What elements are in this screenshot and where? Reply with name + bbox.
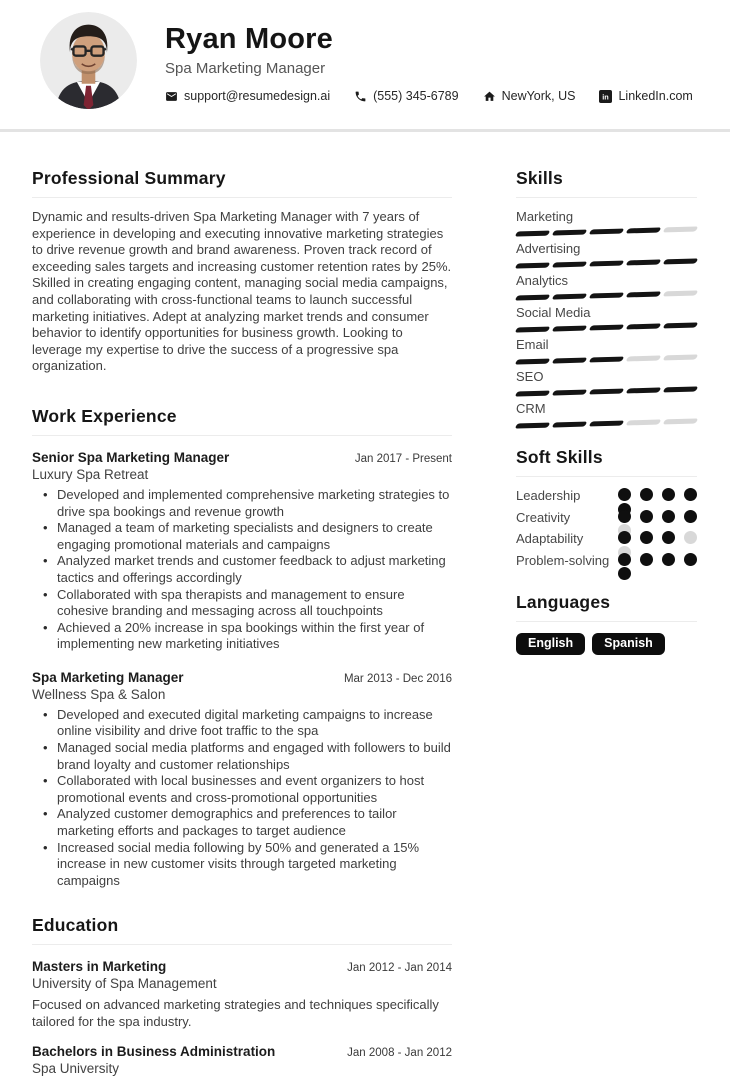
job-bullet: • Achieved a 20% increase in spa bookings within the first year of implementing new marketing initiatives <box>32 620 452 653</box>
rating-dot-filled <box>618 531 631 544</box>
education-description: Focused on advanced marketing strategies and techniques specifically tailored for the spa industry. <box>32 997 439 1029</box>
soft-skill-label: Adaptability <box>516 531 584 547</box>
section-professional-summary <box>32 168 452 375</box>
soft-skill-item <box>516 531 697 553</box>
bar-segment-filled <box>552 230 588 236</box>
education-entry <box>32 1043 452 1077</box>
job-entry-head <box>32 669 452 686</box>
contact-row <box>165 89 693 103</box>
bar-segment-empty <box>662 354 698 360</box>
bar-segment-filled <box>589 292 625 298</box>
rating-dot-filled <box>684 510 697 523</box>
skill-level-bar <box>516 386 697 396</box>
skill-label: Email <box>516 337 549 352</box>
job-dates: Jan 2017 - Present <box>354 452 452 465</box>
bar-segment-filled <box>552 294 588 300</box>
experience-heading: Work Experience <box>32 406 452 436</box>
language-pill-list <box>516 633 697 655</box>
job-entry <box>32 449 452 653</box>
education-dates: Jan 2008 - Jan 2012 <box>347 1046 452 1059</box>
skill-level-bar <box>516 258 697 268</box>
bar-segment-filled <box>626 259 662 265</box>
skill-item <box>516 305 697 330</box>
bar-segment-empty <box>662 226 698 232</box>
skill-label: CRM <box>516 401 546 416</box>
section-education <box>32 915 452 1076</box>
bar-segment-filled <box>515 231 551 237</box>
contact-location <box>483 89 576 103</box>
bar-segment-filled <box>515 295 551 301</box>
rating-dot-filled <box>684 553 697 566</box>
rating-dot-filled <box>662 488 675 501</box>
phone-icon <box>354 90 367 103</box>
job-bullet: • Analyzed market trends and customer feedback to adjust marketing tactics and offerings accordingly <box>32 553 452 586</box>
languages-heading: Languages <box>516 592 697 622</box>
job-bullet: • Analyzed customer demographics and preferences to tailor marketing efforts and packages to target audience <box>32 806 452 839</box>
bar-segment-filled <box>552 358 588 364</box>
soft-skill-label: Leadership <box>516 488 581 503</box>
rating-dot-filled <box>618 553 631 566</box>
skill-item <box>516 209 697 234</box>
bar-segment-filled <box>589 356 625 362</box>
skill-level-bar <box>516 322 697 332</box>
school-name: University of Spa Management <box>32 976 217 992</box>
degree-title: Masters in Marketing <box>32 959 167 975</box>
bar-segment-filled <box>552 262 588 268</box>
section-skills <box>516 168 697 426</box>
job-entry-head <box>32 449 452 466</box>
soft-skill-item <box>516 488 697 510</box>
bar-segment-filled <box>515 423 551 429</box>
bar-segment-filled <box>515 359 551 365</box>
section-soft-skills <box>516 447 697 574</box>
job-bullet: • Managed a team of marketing specialists and designers to create engaging promotional materials and campaigns <box>32 520 452 553</box>
education-heading: Education <box>32 915 452 945</box>
soft-skills-list <box>516 488 697 574</box>
rating-dot-filled <box>662 510 675 523</box>
job-company: Luxury Spa Retreat <box>32 466 149 482</box>
soft-skill-item <box>516 510 697 532</box>
contact-phone <box>354 89 458 103</box>
section-work-experience <box>32 406 452 889</box>
summary-text: Dynamic and results-driven Spa Marketing Manager with 7 years of experience in developing and executing innovative marketing strategies to drive revenue growth and brand awareness. Proven track record of exceeding sales targets and increasing customer retention rates by 25%. Skilled in creating engaging content, managing social media campaigns, and collaborating with cross-functional teams to launch successful marketing initiatives. Adept at analyzing market trends and consumer behavior to identify opportunities for business growth. Looking to leverage my expertise to drive the success of a progressive spa organization. <box>32 209 452 374</box>
rating-dot-filled <box>640 531 653 544</box>
soft-skill-item <box>516 553 697 575</box>
skill-item <box>516 369 697 394</box>
bar-segment-filled <box>589 228 625 234</box>
bar-segment-filled <box>662 322 698 328</box>
job-bullet: • Collaborated with local businesses and event organizers to host promotional events and cross-promotional opportunities <box>32 773 452 806</box>
skill-item <box>516 241 697 266</box>
candidate-name: Ryan Moore <box>165 23 333 55</box>
education-dates: Jan 2012 - Jan 2014 <box>347 962 452 975</box>
bar-segment-empty <box>626 355 662 361</box>
rating-dot-filled <box>640 510 653 523</box>
bar-segment-filled <box>626 291 662 297</box>
education-entry-head <box>32 958 452 975</box>
skill-level-bar <box>516 354 697 364</box>
skill-item <box>516 401 697 426</box>
skill-level-bar <box>516 226 697 236</box>
rating-dot-filled <box>640 488 653 501</box>
rating-dot-filled <box>618 488 631 501</box>
bar-segment-filled <box>589 324 625 330</box>
sidebar-column <box>516 168 697 1077</box>
contact-email-text: support@resumedesign.ai <box>184 89 331 103</box>
content-columns <box>0 132 730 1077</box>
bar-segment-empty <box>626 419 662 425</box>
skill-label: Social Media <box>516 305 591 320</box>
job-title: Spa Marketing Manager <box>32 669 184 685</box>
skills-heading: Skills <box>516 168 697 198</box>
summary-heading: Professional Summary <box>32 168 452 198</box>
profile-photo <box>40 12 137 109</box>
education-entry-head <box>32 1043 452 1060</box>
bar-segment-filled <box>662 258 698 264</box>
contact-email[interactable] <box>165 89 330 103</box>
bar-segment-filled <box>589 388 625 394</box>
skill-level-bar <box>516 290 697 300</box>
skill-label: Advertising <box>516 241 581 256</box>
rating-dot-filled <box>618 567 631 580</box>
soft-skill-dot-rating <box>618 553 697 581</box>
skills-list <box>516 209 697 426</box>
job-dates: Mar 2013 - Dec 2016 <box>343 672 452 685</box>
bar-segment-filled <box>552 326 588 332</box>
job-bullet-list <box>32 487 452 653</box>
envelope-icon <box>165 90 178 103</box>
job-title: Senior Spa Marketing Manager <box>32 449 230 465</box>
job-entry <box>32 669 452 890</box>
rating-dot-filled <box>662 553 675 566</box>
rating-dot-empty <box>684 531 697 544</box>
section-languages <box>516 592 697 655</box>
skill-item <box>516 273 697 298</box>
job-bullet: • Developed and implemented comprehensive marketing strategies to drive spa bookings and revenue growth <box>32 487 452 520</box>
resume-header <box>0 0 730 129</box>
skill-item <box>516 337 697 362</box>
bar-segment-filled <box>515 263 551 269</box>
main-column <box>32 168 452 1077</box>
home-icon <box>483 90 496 103</box>
contact-phone-text: (555) 345-6789 <box>373 89 459 103</box>
contact-location-text: NewYork, US <box>501 89 576 103</box>
bar-segment-filled <box>515 391 551 397</box>
education-entry <box>32 958 452 1030</box>
bar-segment-filled <box>515 327 551 333</box>
job-bullet: • Collaborated with spa therapists and management to ensure cohesive branding and messaging across all touchpoints <box>32 587 452 620</box>
bar-segment-filled <box>589 420 625 426</box>
school-name: Spa University <box>32 1060 120 1076</box>
job-bullet: • Increased social media following by 50% and generated a 15% increase in new customer visits through targeted marketing campaigns <box>32 840 452 890</box>
job-company: Wellness Spa & Salon <box>32 686 166 702</box>
skill-label: Marketing <box>516 209 574 224</box>
linkedin-icon <box>599 90 612 103</box>
skill-label: SEO <box>516 369 544 384</box>
contact-linkedin-text: LinkedIn.com <box>618 89 693 103</box>
header-text <box>165 12 693 103</box>
rating-dot-filled <box>640 553 653 566</box>
skill-label: Analytics <box>516 273 569 288</box>
language-pill: Spanish <box>592 633 665 655</box>
bar-segment-filled <box>589 260 625 266</box>
bar-segment-empty <box>662 418 698 424</box>
bar-segment-filled <box>552 390 588 396</box>
rating-dot-filled <box>662 531 675 544</box>
bar-segment-filled <box>552 422 588 428</box>
soft-skills-heading: Soft Skills <box>516 447 697 477</box>
avatar-illustration <box>40 12 137 109</box>
job-bullet: • Managed social media platforms and engaged with followers to build brand loyalty and customer relationships <box>32 740 452 773</box>
skill-level-bar <box>516 418 697 428</box>
contact-linkedin[interactable] <box>599 89 692 103</box>
bar-segment-filled <box>626 323 662 329</box>
svg-text:in: in <box>602 91 610 101</box>
job-bullet-list <box>32 707 452 890</box>
bar-segment-empty <box>662 290 698 296</box>
soft-skill-label: Problem-solving <box>516 552 610 568</box>
candidate-title: Spa Marketing Manager <box>165 60 326 77</box>
rating-dot-filled <box>684 488 697 501</box>
bar-segment-filled <box>626 227 662 233</box>
bar-segment-filled <box>626 387 662 393</box>
language-pill: English <box>516 633 585 655</box>
soft-skill-label: Creativity <box>516 509 571 525</box>
rating-dot-filled <box>618 510 631 523</box>
bar-segment-filled <box>662 386 698 392</box>
job-bullet: • Developed and executed digital marketing campaigns to increase online visibility and drive foot traffic to the spa <box>32 707 452 740</box>
degree-title: Bachelors in Business Administration <box>32 1043 276 1059</box>
